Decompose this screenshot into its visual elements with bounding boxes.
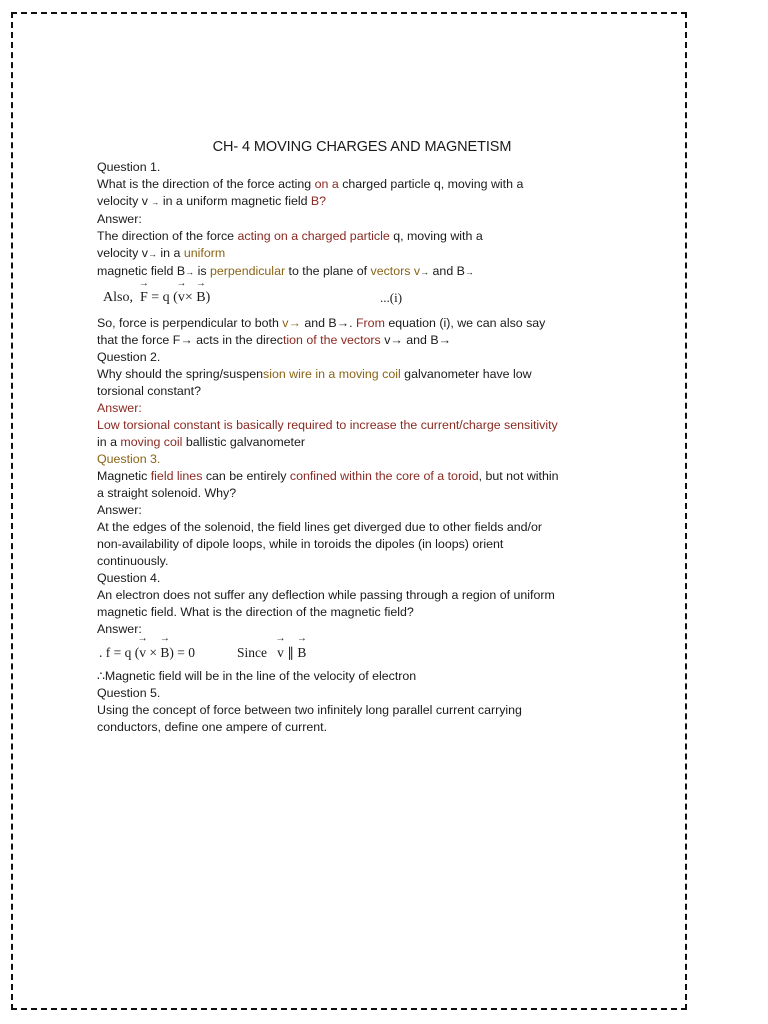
question-3-label: Question 3. <box>97 452 161 466</box>
answer-1-label: Answer: <box>97 212 142 226</box>
field-vector: → B <box>297 644 306 661</box>
velocity-vector: → v <box>139 644 146 661</box>
question-3-text-line1: Magnetic field lines can be entirely confined within the core of a toroid, but not within <box>97 469 559 483</box>
question-4-label: Question 4. <box>97 571 161 585</box>
page-title: CH- 4 MOVING CHARGES AND MAGNETISM <box>212 139 512 155</box>
velocity-vector: → v <box>277 644 284 661</box>
question-2-text-line1: Why should the spring/suspension wire in a moving coil galvanometer have low <box>97 367 532 381</box>
answer-2-label: Answer: <box>97 401 142 415</box>
question-2-text-line2: torsional constant? <box>97 384 202 398</box>
equation-tag: ...(i) <box>380 290 403 305</box>
answer-3-label: Answer: <box>97 503 142 517</box>
answer-2-line1: Low torsional constant is basically required to increase the current/charge sensitivity <box>97 418 558 432</box>
answer-1-line5: that the force F→ acts in the direction of the vectors v→ and B→ <box>97 333 452 347</box>
question-4-text-line2: magnetic field. What is the direction of the magnetic field? <box>97 605 414 619</box>
lorentz-zero-equation: . f = q (→ v × → B) = 0 Since → v ∥ → B <box>97 638 617 668</box>
answer-1-line4: So, force is perpendicular to both v→ and B→. From equation (i), we can also say <box>97 316 546 330</box>
question-1-text-line1: What is the direction of the force acting on a charged particle q, moving with a <box>97 177 524 191</box>
question-5-text-line1: Using the concept of force between two infinitely long parallel current carrying <box>97 703 522 717</box>
answer-1-line3: magnetic field B→ is perpendicular to the plane of vectors v→ and B→ <box>97 264 474 278</box>
velocity-vector: → v <box>178 289 185 306</box>
answer-4-label: Answer: <box>97 622 142 636</box>
answer-2-line2: in a moving coil ballistic galvanometer <box>97 435 305 449</box>
answer-1-line2: velocity v→ in a uniform <box>97 246 226 260</box>
force-vector: → F <box>140 289 148 306</box>
question-2-label: Question 2. <box>97 350 161 364</box>
force-equation: Also, → F = q (→ v× → B) ...(i) <box>97 281 617 315</box>
answer-3-line3: continuously. <box>97 554 169 568</box>
field-vector: → B <box>196 289 205 306</box>
question-5-text-line2: conductors, define one ampere of current. <box>97 720 328 734</box>
answer-3-line2: non-availability of dipole loops, while in toroids the dipoles (in loops) orient <box>97 537 504 551</box>
document-body <box>97 139 617 736</box>
answer-1-line1: The direction of the force acting on a charged particle q, moving with a <box>97 229 483 243</box>
answer-3-line1: At the edges of the solenoid, the field lines get diverged due to other fields and/or <box>97 520 542 534</box>
question-3-text-line2: a straight solenoid. Why? <box>97 486 237 500</box>
question-4-text-line1: An electron does not suffer any deflection while passing through a region of uniform <box>97 588 555 602</box>
question-5-label: Question 5. <box>97 686 161 700</box>
question-1-label: Question 1. <box>97 160 161 174</box>
question-1-text-line2: velocity v → in a uniform magnetic field B? <box>97 194 327 208</box>
answer-4-conclusion: ∴Magnetic field will be in the line of the velocity of electron <box>97 669 417 683</box>
field-vector: → B <box>160 644 169 661</box>
